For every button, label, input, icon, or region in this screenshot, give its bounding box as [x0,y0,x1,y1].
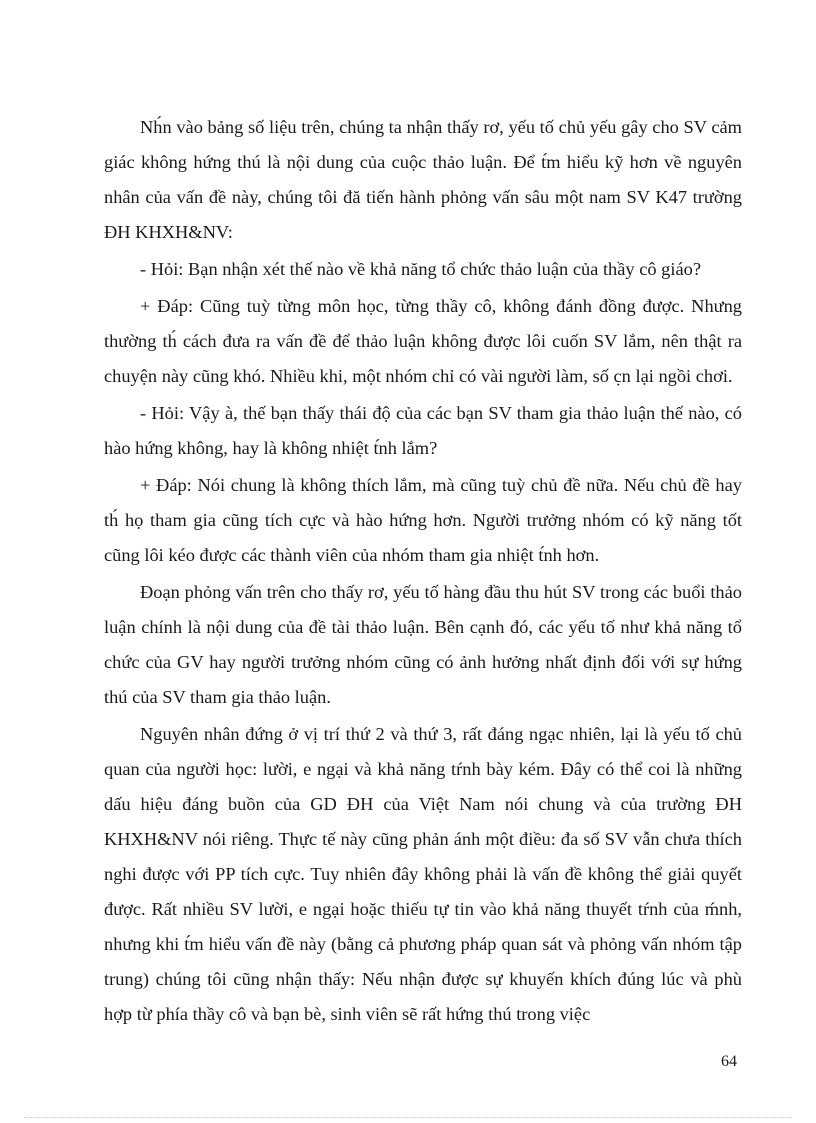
paragraph-interview-summary: Đoạn phỏng vấn trên cho thấy rơ, yếu tố hàng đầu thu hút SV trong các buổi thảo luận chính là nội dung của đề tài thảo luận. Bên cạnh đó, các yếu tố như khả năng tổ chức của GV hay người trưởng nhóm cũng có ảnh hưởng nhất định đối với sự hứng thú của SV tham gia thảo luận. [104,582,742,707]
paragraph-question-2: - Hỏi: Vậy à, thế bạn thấy thái độ của các bạn SV tham gia thảo luận thế nào, có hào hứng không, hay là không nhiệt t́nh lắm? [104,403,742,458]
document-body [104,110,742,1032]
paragraph-intro: Nh́n vào bảng số liệu trên, chúng ta nhận thấy rơ, yếu tố chủ yếu gây cho SV cảm giác không hứng thú là nội dung của cuộc thảo luận. Để t́m hiểu kỹ hơn về nguyên nhân của vấn đề này, chúng tôi đă tiến hành phỏng vấn sâu một nam SV K47 trường ĐH KHXH&NV: [104,117,742,242]
page-bottom-border [24,1117,792,1118]
paragraph-question-1: - Hỏi: Bạn nhận xét thế nào về khả năng tổ chức thảo luận của thầy cô giáo? [140,259,701,279]
paragraph-answer-2: + Đáp: Nói chung là không thích lắm, mà cũng tuỳ chủ đề nữa. Nếu chủ đề hay th́ họ tham gia cũng tích cực và hào hứng hơn. Người trưởng nhóm có kỹ năng tốt cũng lôi kéo được các thành viên của nhóm tham gia nhiệt t́nh hơn. [104,475,742,565]
page-number: 64 [721,1053,737,1070]
paragraph-answer-1: + Đáp: Cũng tuỳ từng môn học, từng thầy cô, không đánh đồng được. Nhưng thường th́ cách đưa ra vấn đề để thảo luận không được lôi cuốn SV lắm, nên thật ra chuyện này cũng khó. Nhiều khi, một nhóm chỉ có vài người làm, số c̣n lại ngồi chơi. [104,296,742,386]
paragraph-causes: Nguyên nhân đứng ở vị trí thứ 2 và thứ 3, rất đáng ngạc nhiên, lại là yếu tố chủ quan của người học: lười, e ngại và khả năng tŕnh bày kém. Đây có thể coi là những dấu hiệu đáng buồn của GD ĐH của Việt Nam nói chung và của trường ĐH KHXH&NV nói riêng. Thực tế này cũng phản ánh một điều: đa số SV vẫn chưa thích nghi được với PP tích cực. Tuy nhiên đây không phải là vấn đề không thể giải quyết được. Rất nhiều SV lười, e ngại hoặc thiếu tự tin vào khả năng thuyết tŕnh của ḿnh, nhưng khi t́m hiểu vấn đề này (bằng cả phương pháp quan sát và phỏng vấn nhóm tập trung) chúng tôi cũng nhận thấy: Nếu nhận được sự khuyến khích đúng lúc và phù hợp từ phía thầy cô và bạn bè, sinh viên sẽ rất hứng thú trong việc [104,724,742,1024]
